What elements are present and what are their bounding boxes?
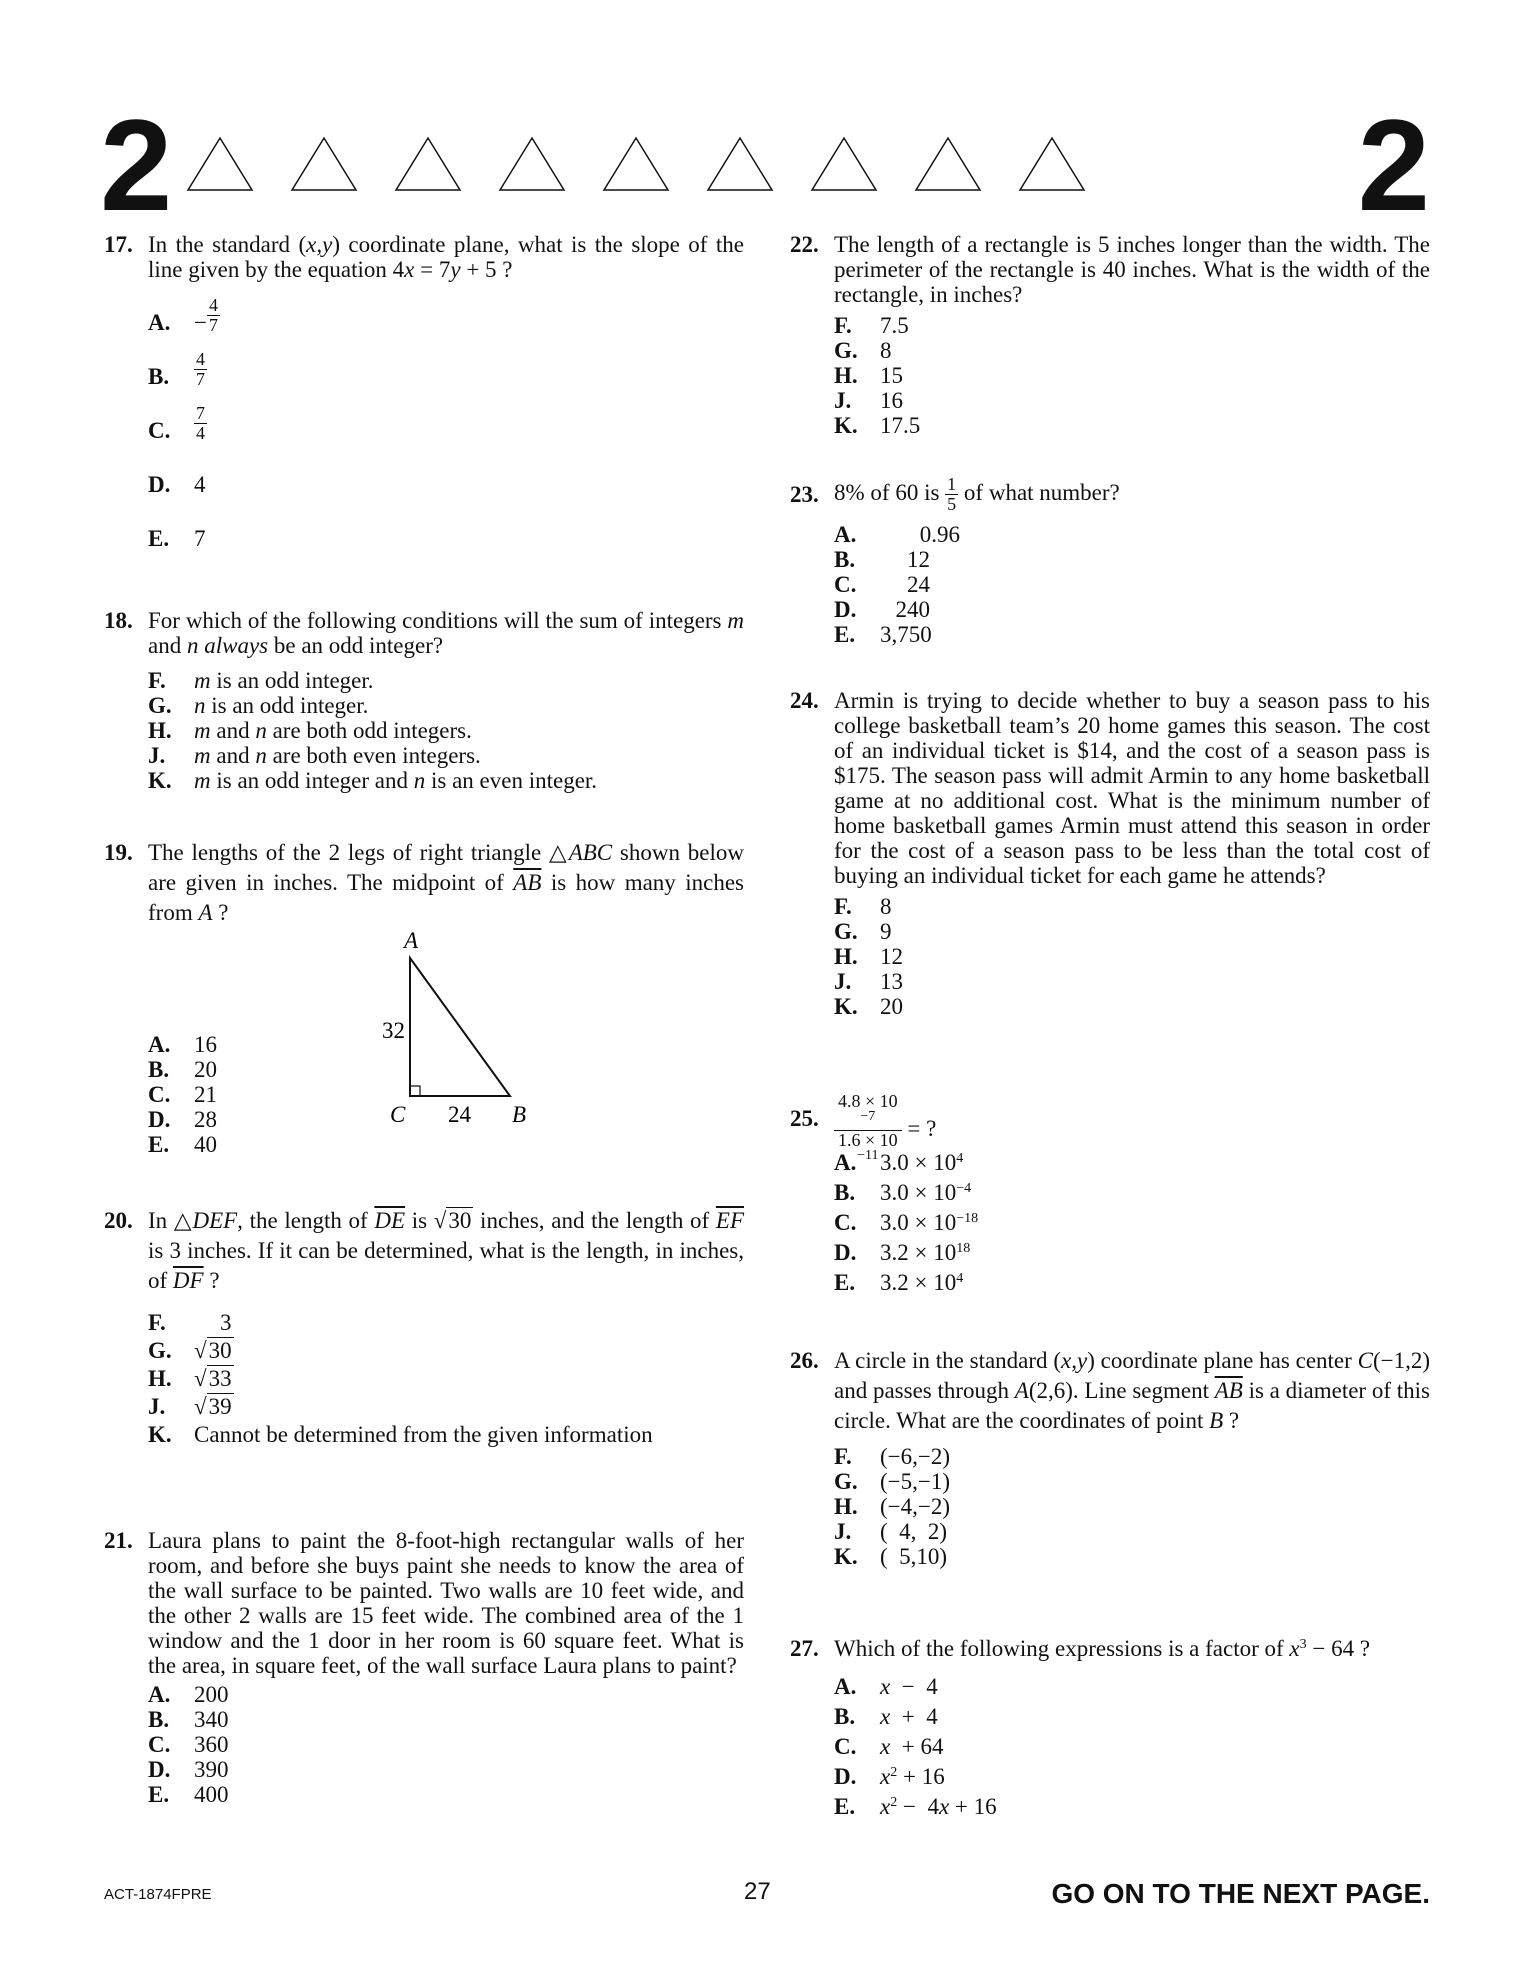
section-number-left: 2 <box>100 92 173 238</box>
question-number: 19. <box>104 840 133 865</box>
question-text: The length of a rectangle is 5 inches longer than the width. The perimeter of the rectangle is 40 inches. What is the width of the rectangle, in inches? <box>834 232 1430 307</box>
vertex-a-label: A <box>404 928 419 953</box>
answer-option[interactable]: A. x − 4 <box>834 1674 938 1699</box>
triangle-row <box>100 92 1430 238</box>
page-number: 27 <box>744 1878 771 1905</box>
question-number: 27. <box>790 1636 819 1661</box>
answer-option[interactable]: D. 390 <box>148 1757 229 1782</box>
answer-option[interactable]: F. 8 <box>834 894 892 919</box>
answer-options <box>148 296 744 566</box>
answer-option[interactable]: K. 20 <box>834 994 903 1019</box>
answer-option[interactable]: A. 0.96 <box>834 522 960 547</box>
answer-options <box>834 1444 1430 1569</box>
question-number: 26. <box>790 1348 819 1373</box>
answer-option[interactable]: B. 12 <box>834 547 930 572</box>
answer-option[interactable]: C. x + 64 <box>834 1734 944 1759</box>
answer-option[interactable]: E. 7 <box>148 526 206 551</box>
triangle-icon <box>188 138 252 190</box>
answer-option[interactable]: A. 16 <box>148 1032 217 1057</box>
side-ac-label: 32 <box>382 1018 405 1043</box>
triangle-icon <box>812 138 876 190</box>
form-code: ACT-1874FPRE <box>104 1886 212 1903</box>
answer-option[interactable]: E. $x^2 - 4x + 16$ <box>834 1794 997 1819</box>
question-text: The lengths of the 2 legs of right triangle △ABC shown below are given in inches. The midpoint of $\overline{AB}$ is how many inches from A ? <box>148 840 744 925</box>
question-18 <box>104 608 744 793</box>
answer-option[interactable]: D. 4 <box>148 472 206 497</box>
answer-option[interactable]: H. (−4,−2) <box>834 1494 951 1519</box>
answer-option[interactable]: F. (−6,−2) <box>834 1444 951 1469</box>
triangle-icon <box>916 138 980 190</box>
question-text: A circle in the standard (x,y) coordinate plane has center C(−1,2) and passes through A(2,6). Line segment $\overline{AB}$ is a diameter of this circle. What are the coordinates of point B ? <box>834 1348 1430 1433</box>
answer-option[interactable]: B. $3.0 \times 10^{-4}$ <box>834 1180 972 1205</box>
question-21 <box>104 1528 744 1807</box>
answer-option[interactable]: E. 400 <box>148 1782 229 1807</box>
question-number: 23. <box>790 482 819 507</box>
answer-option[interactable]: H. √33 <box>148 1366 232 1391</box>
answer-option[interactable]: A. 200 <box>148 1682 229 1707</box>
triangle-icon <box>500 138 564 190</box>
answer-option[interactable]: B. 20 <box>148 1057 217 1082</box>
triangle-icon <box>396 138 460 190</box>
answer-option[interactable]: C. 21 <box>148 1082 217 1107</box>
question-19 <box>104 838 744 928</box>
triangle-icon <box>1020 138 1084 190</box>
question-19-options <box>104 1032 744 1157</box>
question-text: In △DEF, the length of $\overline{DE}$ is √30 inches, and the length of $\overline{EF}$ is 3 inches. If it can be determined, what is the length, in inches, of $\overline{DF}$ ? <box>148 1208 744 1293</box>
answer-option[interactable]: D. 28 <box>148 1107 217 1132</box>
next-page-notice: GO ON TO THE NEXT PAGE. <box>1051 1878 1430 1909</box>
answer-options <box>148 1310 744 1450</box>
triangle-icon <box>708 138 772 190</box>
question-text: In the standard (x,y) coordinate plane, what is the slope of the line given by the equation 4x = 7y + 5 ? <box>148 232 744 282</box>
answer-option[interactable]: A. − $\frac{4}{7}$ <box>148 295 218 335</box>
answer-option[interactable]: F. 7.5 <box>834 313 909 338</box>
question-text: 8% of 60 is $\frac{1}{5}$ of what number? <box>834 474 1120 515</box>
answer-options <box>834 1672 1430 1822</box>
answer-option[interactable]: B. 340 <box>148 1707 229 1732</box>
answer-option[interactable]: B. $\frac{4}{7}$ <box>148 349 205 389</box>
answer-options <box>148 1032 744 1157</box>
question-22 <box>790 232 1430 438</box>
question-text: Laura plans to paint the 8-foot-high rectangular walls of her room, and before she buys paint she needs to know the area of the wall surface to be painted. Two walls are 10 feet wide, and the other 2 walls are 15 feet wide. The combined area of the 1 window and the 1 door in her room is 60 square feet. What is the area, in square feet, of the wall surface Laura plans to paint? <box>148 1528 744 1678</box>
answer-options <box>834 1148 1430 1298</box>
vertex-c-label: C <box>390 1102 406 1126</box>
question-number: 21. <box>104 1528 133 1553</box>
answer-option[interactable]: J. ( 4, 2) <box>834 1519 948 1544</box>
answer-option[interactable]: C. $3.0 \times 10^{-18}$ <box>834 1210 979 1235</box>
question-text: For which of the following conditions will the sum of integers m and n always be an odd integer? <box>148 608 744 658</box>
question-17 <box>104 232 744 566</box>
section-header <box>100 92 1430 238</box>
answer-option[interactable]: H. 12 <box>834 944 903 969</box>
answer-options <box>834 313 1430 438</box>
answer-option[interactable]: G. 8 <box>834 338 892 363</box>
answer-option[interactable]: B. x + 4 <box>834 1704 938 1729</box>
question-text: 4.8 × 10 $^{-7}$ 1.6 × 10 $^{-11}$ = ? <box>834 1092 1430 1146</box>
answer-option[interactable]: J. 13 <box>834 969 903 994</box>
answer-option[interactable]: G. √30 <box>148 1338 232 1363</box>
answer-option[interactable]: K. 17.5 <box>834 413 921 438</box>
answer-option[interactable]: J. 16 <box>834 388 903 413</box>
vertex-b-label: B <box>512 1102 527 1126</box>
answer-option[interactable]: D. 240 <box>834 597 930 622</box>
answer-option[interactable]: K. ( 5,10) <box>834 1544 948 1569</box>
answer-option[interactable]: E. 3,750 <box>834 622 932 647</box>
question-27 <box>790 1634 1430 1822</box>
answer-option[interactable]: C. 24 <box>834 572 930 597</box>
answer-option[interactable]: J. m and n are both even integers. <box>148 743 481 768</box>
answer-option[interactable]: E. 40 <box>148 1132 217 1157</box>
answer-option[interactable]: F. m is an odd integer. <box>148 668 374 693</box>
question-number: 22. <box>790 232 819 257</box>
question-26 <box>790 1346 1430 1569</box>
answer-option[interactable]: C. 360 <box>148 1732 229 1757</box>
answer-options <box>148 668 744 793</box>
answer-options <box>834 522 1430 647</box>
question-20 <box>104 1206 744 1450</box>
question-text: Armin is trying to decide whether to buy a season pass to his college basketball team’s 20 home games this season. The cost of an individual ticket is $14, and the cost of a season pass is $175. The season pass will admit Armin to any home basketball game at no additional cost. What is the minimum number of home basketball games Armin must attend this season in order for the cost of a season pass to be less than the total cost of buying an individual ticket for each game he attends? <box>834 688 1430 888</box>
answer-option[interactable]: G. n is an odd integer. <box>148 693 369 718</box>
question-number: 18. <box>104 608 133 633</box>
answer-option[interactable]: D. $3.2 \times 10^{18}$ <box>834 1240 971 1265</box>
question-text: Which of the following expressions is a factor of $x^3 - 64$ ? <box>834 1636 1371 1661</box>
answer-options <box>148 1682 744 1807</box>
page-footer <box>104 1878 1430 1908</box>
answer-option[interactable]: G. 9 <box>834 919 892 944</box>
question-25 <box>790 1092 1430 1298</box>
triangle-icon <box>292 138 356 190</box>
question-23 <box>790 468 1430 647</box>
section-number-right: 2 <box>1357 92 1430 238</box>
side-cb-label: 24 <box>448 1102 471 1126</box>
question-number: 20. <box>104 1208 133 1233</box>
question-number: 17. <box>104 232 133 257</box>
answer-option[interactable]: H. m and n are both odd integers. <box>148 718 472 743</box>
answer-option[interactable]: K. m is an odd integer and n is an even integer. <box>148 768 598 793</box>
answer-option[interactable]: F. 3 <box>148 1310 232 1335</box>
answer-option[interactable]: J. √39 <box>148 1394 232 1419</box>
answer-option[interactable]: E. $3.2 \times 10^4$ <box>834 1270 964 1295</box>
answer-option[interactable]: D. $x^2 + 16$ <box>834 1764 945 1789</box>
answer-option[interactable]: G. (−5,−1) <box>834 1469 951 1494</box>
answer-option[interactable]: C. $\frac{7}{4}$ <box>148 403 205 443</box>
answer-options <box>834 894 1430 1019</box>
triangle-icon <box>604 138 668 190</box>
question-number: 25. <box>790 1106 819 1131</box>
question-24 <box>790 688 1430 1019</box>
question-number: 24. <box>790 688 819 713</box>
answer-option[interactable]: H. 15 <box>834 363 903 388</box>
answer-option[interactable]: A. $3.0 \times 10^4$ <box>834 1150 964 1175</box>
answer-option[interactable]: K. Cannot be determined from the given information <box>148 1422 653 1447</box>
